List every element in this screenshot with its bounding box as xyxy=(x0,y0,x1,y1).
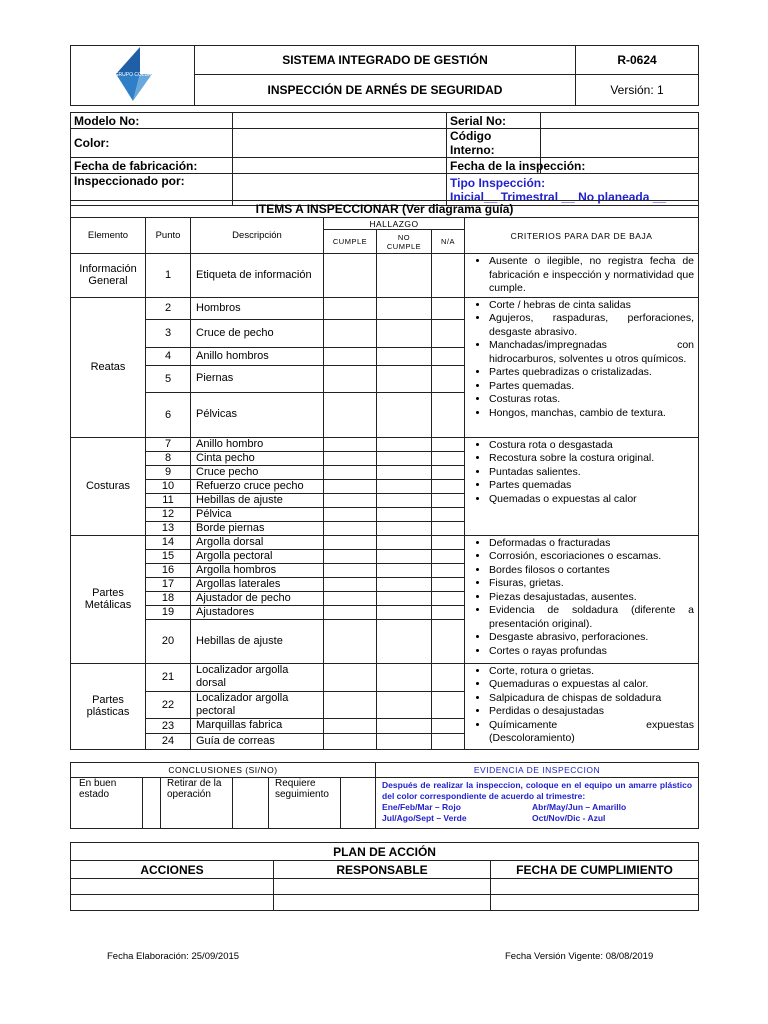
descripcion-cell: Pélvica xyxy=(191,507,324,521)
quarter-q3: Jul/Ago/Sept – Verde xyxy=(382,813,467,823)
no-cumple-checkbox[interactable] xyxy=(377,365,432,392)
descripcion-cell: Argolla pectoral xyxy=(191,549,324,563)
punto-cell: 8 xyxy=(146,451,191,465)
cumple-checkbox[interactable] xyxy=(324,663,377,691)
element-cell: Partes Metálicas xyxy=(71,535,146,663)
descripcion-cell: Etiqueta de información xyxy=(191,254,324,298)
plan-cell[interactable] xyxy=(274,879,491,895)
col-no-cumple: NO CUMPLE xyxy=(377,230,432,254)
fecha-fab-field[interactable] xyxy=(233,158,447,174)
descripcion-cell: Pélvicas xyxy=(191,392,324,437)
cumple-checkbox[interactable] xyxy=(324,535,377,549)
punto-cell: 7 xyxy=(146,437,191,451)
col-punto: Punto xyxy=(146,218,191,254)
descripcion-cell: Argolla hombros xyxy=(191,563,324,577)
no-cumple-checkbox[interactable] xyxy=(377,451,432,465)
descripcion-cell: Hebillas de ajuste xyxy=(191,619,324,663)
criterio-item: • Bordes filosos o cortantes xyxy=(489,564,694,578)
na-checkbox[interactable] xyxy=(432,718,465,733)
system-title: SISTEMA INTEGRADO DE GESTIÓN xyxy=(195,46,576,75)
punto-cell: 12 xyxy=(146,507,191,521)
descripcion-cell: Argollas laterales xyxy=(191,577,324,591)
na-checkbox[interactable] xyxy=(432,605,465,619)
punto-cell: 20 xyxy=(146,619,191,663)
na-checkbox[interactable] xyxy=(432,591,465,605)
cumple-checkbox[interactable] xyxy=(324,451,377,465)
criterio-item: • Piezas desajustadas, ausentes. xyxy=(489,591,694,605)
na-checkbox[interactable] xyxy=(432,507,465,521)
fecha-insp-label: Fecha de la inspección: xyxy=(447,158,541,174)
codigo-label: Código Interno: xyxy=(447,129,541,158)
cumple-checkbox[interactable] xyxy=(324,493,377,507)
criterio-item: • Partes quemadas xyxy=(489,479,694,493)
cumple-checkbox[interactable] xyxy=(324,549,377,563)
company-logo xyxy=(71,46,195,106)
descripcion-cell: Anillo hombro xyxy=(191,437,324,451)
punto-cell: 15 xyxy=(146,549,191,563)
criterios-list xyxy=(465,665,694,746)
element-cell: Reatas xyxy=(71,297,146,437)
evidence-text: Después de realizar la inspeccion, coloque en el equipo un amarre plástico del color correspondiente de acuerdo al trimestre: xyxy=(382,780,693,801)
criterio-item: • Quemaduras o expuestas al calor. xyxy=(489,678,694,692)
col-hallazgo: HALLAZGO xyxy=(324,218,465,230)
cumple-checkbox[interactable] xyxy=(324,563,377,577)
items-table xyxy=(70,200,699,750)
tipo-label: Tipo Inspección: xyxy=(450,175,546,190)
descripcion-cell: Ajustadores xyxy=(191,605,324,619)
no-cumple-checkbox[interactable] xyxy=(377,535,432,549)
na-checkbox[interactable] xyxy=(432,465,465,479)
punto-cell: 6 xyxy=(146,392,191,437)
col-na: N/A xyxy=(432,230,465,254)
criterios-cell xyxy=(465,663,699,749)
punto-cell: 10 xyxy=(146,479,191,493)
na-checkbox[interactable] xyxy=(432,319,465,347)
cumple-checkbox[interactable] xyxy=(324,605,377,619)
form-title: INSPECCIÓN DE ARNÉS DE SEGURIDAD xyxy=(195,75,576,106)
no-cumple-checkbox[interactable] xyxy=(377,521,432,535)
punto-cell: 1 xyxy=(146,254,191,298)
plan-cell[interactable] xyxy=(71,895,274,911)
tipo-options[interactable]: Inicial__ Trimestral __ No planeada __ xyxy=(450,189,667,204)
no-cumple-checkbox[interactable] xyxy=(377,549,432,563)
evidence-body xyxy=(376,778,699,829)
no-cumple-checkbox[interactable] xyxy=(377,437,432,451)
col-elemento: Elemento xyxy=(71,218,146,254)
table-row xyxy=(71,663,699,691)
punto-cell: 2 xyxy=(146,297,191,319)
col-responsable: RESPONSABLE xyxy=(274,861,491,879)
plan-cell[interactable] xyxy=(274,895,491,911)
cumple-checkbox[interactable] xyxy=(324,297,377,319)
no-cumple-checkbox[interactable] xyxy=(377,507,432,521)
opt-buen-estado: En buen estado xyxy=(71,778,143,829)
cumple-checkbox[interactable] xyxy=(324,521,377,535)
criterio-item: • Manchadas/impregnadas con hidrocarburos, solventes u otros químicos. xyxy=(489,339,694,366)
no-cumple-checkbox[interactable] xyxy=(377,297,432,319)
logo-icon xyxy=(108,47,158,101)
descripcion-cell: Cruce pecho xyxy=(191,465,324,479)
cumple-checkbox[interactable] xyxy=(324,365,377,392)
no-cumple-checkbox[interactable] xyxy=(377,465,432,479)
plan-cell[interactable] xyxy=(71,879,274,895)
cumple-checkbox[interactable] xyxy=(324,319,377,347)
svg-text:GRUPO COLBA: GRUPO COLBA xyxy=(114,72,151,78)
no-cumple-checkbox[interactable] xyxy=(377,577,432,591)
cumple-checkbox[interactable] xyxy=(324,718,377,733)
punto-cell: 4 xyxy=(146,347,191,365)
element-cell: Información General xyxy=(71,254,146,298)
descripcion-cell: Localizador argolla pectoral xyxy=(191,691,324,718)
criterio-item: • Puntadas salientes. xyxy=(489,466,694,480)
no-cumple-checkbox[interactable] xyxy=(377,479,432,493)
cumple-checkbox[interactable] xyxy=(324,691,377,718)
no-cumple-checkbox[interactable] xyxy=(377,619,432,663)
criterios-list xyxy=(465,537,694,659)
cumple-checkbox[interactable] xyxy=(324,347,377,365)
items-title: ITEMS A INSPECCIONAR (Ver diagrama guía) xyxy=(71,201,699,218)
form-code: R-0624 xyxy=(576,46,699,75)
quarter-q2: Abr/May/Jun – Amarillo xyxy=(532,802,627,812)
col-criterios: CRITERIOS PARA DAR DE BAJA xyxy=(465,218,699,254)
na-checkbox[interactable] xyxy=(432,549,465,563)
serial-field[interactable] xyxy=(541,113,699,129)
seguimiento-box[interactable] xyxy=(341,778,376,829)
codigo-field[interactable] xyxy=(541,129,699,158)
conclusions-evidence xyxy=(70,762,699,829)
no-cumple-checkbox[interactable] xyxy=(377,319,432,347)
punto-cell: 5 xyxy=(146,365,191,392)
equipment-info xyxy=(70,112,699,206)
na-checkbox[interactable] xyxy=(432,392,465,437)
no-cumple-checkbox[interactable] xyxy=(377,605,432,619)
criterio-item: • Evidencia de soldadura (diferente a presentación original). xyxy=(489,604,694,631)
cumple-checkbox[interactable] xyxy=(324,465,377,479)
no-cumple-checkbox[interactable] xyxy=(377,347,432,365)
criterios-list xyxy=(465,439,694,507)
element-cell: Costuras xyxy=(71,437,146,535)
na-checkbox[interactable] xyxy=(432,347,465,365)
no-cumple-checkbox[interactable] xyxy=(377,392,432,437)
criterio-item: • Agujeros, raspaduras, perforaciones, desgaste abrasivo. xyxy=(489,312,694,339)
punto-cell: 11 xyxy=(146,493,191,507)
cumple-checkbox[interactable] xyxy=(324,577,377,591)
criterio-item: • Ausente o ilegible, no registra fecha de fabricación e inspección y normatividad que cumple. xyxy=(489,255,694,296)
table-row xyxy=(71,535,699,549)
criterio-item: • Costuras rotas. xyxy=(489,393,694,407)
modelo-field[interactable] xyxy=(233,113,447,129)
criterio-item: • Partes quemadas. xyxy=(489,380,694,394)
descripcion-cell: Marquillas fabrica xyxy=(191,718,324,733)
na-checkbox[interactable] xyxy=(432,577,465,591)
cumple-checkbox[interactable] xyxy=(324,437,377,451)
descripcion-cell: Ajustador de pecho xyxy=(191,591,324,605)
criterio-item: • Químicamente expuestas (Descoloramiento) xyxy=(489,719,694,746)
serial-label: Serial No: xyxy=(447,113,541,129)
quarter-q1: Ene/Feb/Mar – Rojo xyxy=(382,802,461,812)
na-checkbox[interactable] xyxy=(432,254,465,298)
criterios-cell xyxy=(465,535,699,663)
footer-vigente: Fecha Versión Vigente: 08/08/2019 xyxy=(505,951,654,962)
descripcion-cell: Cruce de pecho xyxy=(191,319,324,347)
descripcion-cell: Cinta pecho xyxy=(191,451,324,465)
form-version: Versión: 1 xyxy=(576,75,699,106)
footer-elaboracion: Fecha Elaboración: 25/09/2015 xyxy=(107,951,240,962)
punto-cell: 22 xyxy=(146,691,191,718)
criterio-item: • Hongos, manchas, cambio de textura. xyxy=(489,407,694,421)
na-checkbox[interactable] xyxy=(432,563,465,577)
table-row xyxy=(71,437,699,451)
descripcion-cell: Hombros xyxy=(191,297,324,319)
opt-seguimiento: Requiere seguimiento xyxy=(269,778,341,829)
col-cumple: CUMPLE xyxy=(324,230,377,254)
punto-cell: 9 xyxy=(146,465,191,479)
cumple-checkbox[interactable] xyxy=(324,619,377,663)
criterio-item: • Desgaste abrasivo, perforaciones. xyxy=(489,631,694,645)
cumple-checkbox[interactable] xyxy=(324,479,377,493)
descripcion-cell: Guía de correas xyxy=(191,733,324,749)
criterio-item: • Cortes o rayas profundas xyxy=(489,645,694,659)
punto-cell: 19 xyxy=(146,605,191,619)
descripcion-cell: Localizador argolla dorsal xyxy=(191,663,324,691)
retirar-box[interactable] xyxy=(233,778,269,829)
punto-cell: 24 xyxy=(146,733,191,749)
criterio-item: • Corte, rotura o grietas. xyxy=(489,665,694,679)
no-cumple-checkbox[interactable] xyxy=(377,718,432,733)
criterio-item: • Perdidas o desajustadas xyxy=(489,705,694,719)
cumple-checkbox[interactable] xyxy=(324,392,377,437)
criterio-item: • Deformadas o fracturadas xyxy=(489,537,694,551)
na-checkbox[interactable] xyxy=(432,479,465,493)
form-header xyxy=(70,45,699,106)
plan-cell[interactable] xyxy=(491,879,699,895)
na-checkbox[interactable] xyxy=(432,619,465,663)
criterio-item: • Partes quebradizas o cristalizadas. xyxy=(489,366,694,380)
criterio-item: • Recostura sobre la costura original. xyxy=(489,452,694,466)
na-checkbox[interactable] xyxy=(432,521,465,535)
criterios-cell xyxy=(465,254,699,298)
na-checkbox[interactable] xyxy=(432,663,465,691)
color-field[interactable] xyxy=(233,129,447,158)
no-cumple-checkbox[interactable] xyxy=(377,591,432,605)
cumple-checkbox[interactable] xyxy=(324,733,377,749)
plan-title: PLAN DE ACCIÓN xyxy=(71,843,699,861)
criterios-list xyxy=(465,255,694,296)
punto-cell: 13 xyxy=(146,521,191,535)
descripcion-cell: Hebillas de ajuste xyxy=(191,493,324,507)
criterio-item: • Costura rota o desgastada xyxy=(489,439,694,453)
na-checkbox[interactable] xyxy=(432,691,465,718)
descripcion-cell: Refuerzo cruce pecho xyxy=(191,479,324,493)
cumple-checkbox[interactable] xyxy=(324,507,377,521)
table-row xyxy=(71,297,699,319)
descripcion-cell: Argolla dorsal xyxy=(191,535,324,549)
color-label: Color: xyxy=(71,129,233,158)
na-checkbox[interactable] xyxy=(432,733,465,749)
punto-cell: 16 xyxy=(146,563,191,577)
quarter-q4: Oct/Nov/Dic - Azul xyxy=(532,813,606,823)
na-checkbox[interactable] xyxy=(432,451,465,465)
no-cumple-checkbox[interactable] xyxy=(377,691,432,718)
na-checkbox[interactable] xyxy=(432,297,465,319)
col-fecha: FECHA DE CUMPLIMIENTO xyxy=(491,861,699,879)
criterios-cell xyxy=(465,437,699,535)
descripcion-cell: Piernas xyxy=(191,365,324,392)
plan-cell[interactable] xyxy=(491,895,699,911)
na-checkbox[interactable] xyxy=(432,365,465,392)
na-checkbox[interactable] xyxy=(432,437,465,451)
criterio-item: • Quemadas o expuestas al calor xyxy=(489,493,694,507)
punto-cell: 21 xyxy=(146,663,191,691)
punto-cell: 23 xyxy=(146,718,191,733)
opt-retirar: Retirar de la operación xyxy=(161,778,233,829)
criterio-item: • Corte / hebras de cinta salidas xyxy=(489,299,694,313)
criterio-item: • Salpicadura de chispas de soldadura xyxy=(489,692,694,706)
punto-cell: 17 xyxy=(146,577,191,591)
inspeccionado-label: Inspeccionado por: xyxy=(71,174,233,206)
no-cumple-checkbox[interactable] xyxy=(377,254,432,298)
buen-estado-box[interactable] xyxy=(143,778,161,829)
col-acciones: ACCIONES xyxy=(71,861,274,879)
no-cumple-checkbox[interactable] xyxy=(377,733,432,749)
punto-cell: 14 xyxy=(146,535,191,549)
na-checkbox[interactable] xyxy=(432,535,465,549)
conclusions-title: CONCLUSIONES (SI/NO) xyxy=(71,763,376,778)
table-row xyxy=(71,254,699,298)
fecha-fab-label: Fecha de fabricación: xyxy=(71,158,233,174)
no-cumple-checkbox[interactable] xyxy=(377,563,432,577)
no-cumple-checkbox[interactable] xyxy=(377,663,432,691)
descripcion-cell: Anillo hombros xyxy=(191,347,324,365)
evidence-title: EVIDENCIA DE INSPECCION xyxy=(376,763,699,778)
na-checkbox[interactable] xyxy=(432,493,465,507)
descripcion-cell: Borde piernas xyxy=(191,521,324,535)
criterios-list xyxy=(465,299,694,421)
criterio-item: • Corrosión, escoriaciones o escamas. xyxy=(489,550,694,564)
punto-cell: 3 xyxy=(146,319,191,347)
col-descripcion: Descripción xyxy=(191,218,324,254)
element-cell: Partes plásticas xyxy=(71,663,146,749)
criterio-item: • Fisuras, grietas. xyxy=(489,577,694,591)
punto-cell: 18 xyxy=(146,591,191,605)
cumple-checkbox[interactable] xyxy=(324,591,377,605)
criterios-cell xyxy=(465,297,699,437)
cumple-checkbox[interactable] xyxy=(324,254,377,298)
no-cumple-checkbox[interactable] xyxy=(377,493,432,507)
action-plan xyxy=(70,842,699,911)
modelo-label: Modelo No: xyxy=(71,113,233,129)
